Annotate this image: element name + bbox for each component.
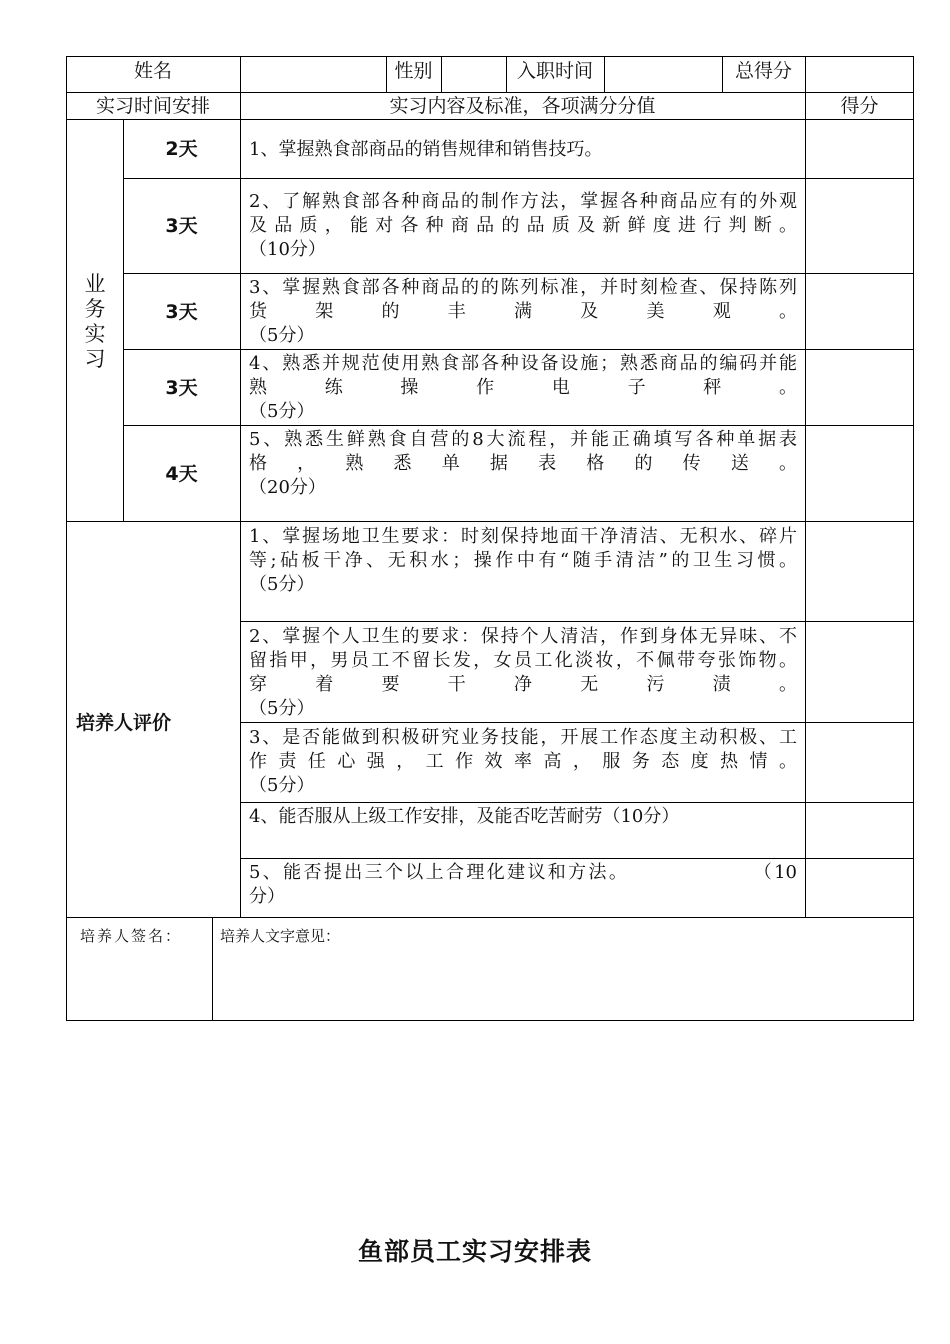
- content-label: 实习内容及标准，各项满分分值: [389, 95, 656, 117]
- business-item: 1、掌握熟食部商品的销售规律和销售技巧。: [249, 139, 603, 160]
- evaluation-item: 1、掌握场地卫生要求：时刻保持地面干净清洁、无积水、碎片 等;砧板干净、无积水；操作中有“随手清洁”的卫生习惯。 （5分）: [249, 526, 797, 595]
- name-label: 姓名: [133, 60, 172, 82]
- score-label: 得分: [840, 95, 879, 117]
- row-divider: [240, 802, 914, 803]
- entry-date-label: 入职时间: [516, 60, 593, 82]
- row-divider: [123, 349, 914, 350]
- business-item: 3、掌握熟食部各种商品的的陈列标准，并时刻检查、保持陈列 货 架 的 丰 满 及 美 观 。 （5分）: [249, 277, 797, 346]
- business-item: 4、熟悉并规范使用熟食部各种设备设施；熟悉商品的编码并能 熟 练 操 作 电 子 秤 。 （5分）: [249, 353, 797, 422]
- gender-label: 性别: [394, 60, 433, 82]
- row-divider: [66, 917, 914, 918]
- evaluation-item: 2、掌握个人卫生的要求：保持个人清洁，作到身体无异味、不 留指甲，男员工不留长发，女员工化淡妆，不佩带夸张饰物。 穿 着 要 干 净 无 污 渍 。 （5分）: [249, 626, 797, 719]
- business-practice-label: 业 务 实 习: [84, 272, 106, 371]
- schedule-label: 实习时间安排: [95, 95, 210, 117]
- business-item: 5、熟悉生鲜熟食自营的8大流程，并能正确填写各种单据表 格，熟悉单据表格的传送。 （20分）: [249, 429, 797, 498]
- signature-label: 培养人签名：: [80, 927, 183, 945]
- col-divider: [805, 56, 806, 917]
- days-label: 3天: [165, 377, 198, 399]
- days-label: 4天: [165, 463, 198, 485]
- col-divider: [240, 56, 241, 917]
- next-page-title: 鱼部员工实习安排表: [357, 1237, 592, 1266]
- total-score-label: 总得分: [734, 60, 792, 82]
- row-divider: [66, 521, 914, 522]
- business-item: 2、了解熟食部各种商品的制作方法，掌握各种商品应有的外观 及品质，能对各种商品的品质及新鲜度进行判断。 （10分）: [249, 191, 797, 260]
- row-divider: [123, 178, 914, 179]
- evaluation-item: 4、能否服从上级工作安排，及能否吃苦耐劳（10分）: [249, 806, 680, 827]
- row-divider: [240, 621, 914, 622]
- row-divider: [66, 92, 914, 93]
- days-label: 3天: [165, 215, 198, 237]
- col-divider: [212, 917, 213, 1021]
- row-divider: [240, 722, 914, 723]
- days-label: 3天: [165, 301, 198, 323]
- col-divider: [441, 56, 442, 92]
- col-divider: [604, 56, 605, 92]
- evaluation-item: 5、能否提出三个以上合理化建议和方法。 （10 分）: [249, 862, 797, 907]
- row-divider: [123, 273, 914, 274]
- row-divider: [66, 119, 914, 120]
- row-divider: [240, 858, 914, 859]
- row-divider: [123, 425, 914, 426]
- opinion-label: 培养人文字意见：: [220, 927, 341, 945]
- days-label: 2天: [165, 138, 198, 160]
- evaluation-label: 培养人评价: [76, 712, 172, 734]
- evaluation-item: 3、是否能做到积极研究业务技能，开展工作态度主动积极、工 作责任心强，工作效率高，服务态度热情。 （5分）: [249, 727, 797, 796]
